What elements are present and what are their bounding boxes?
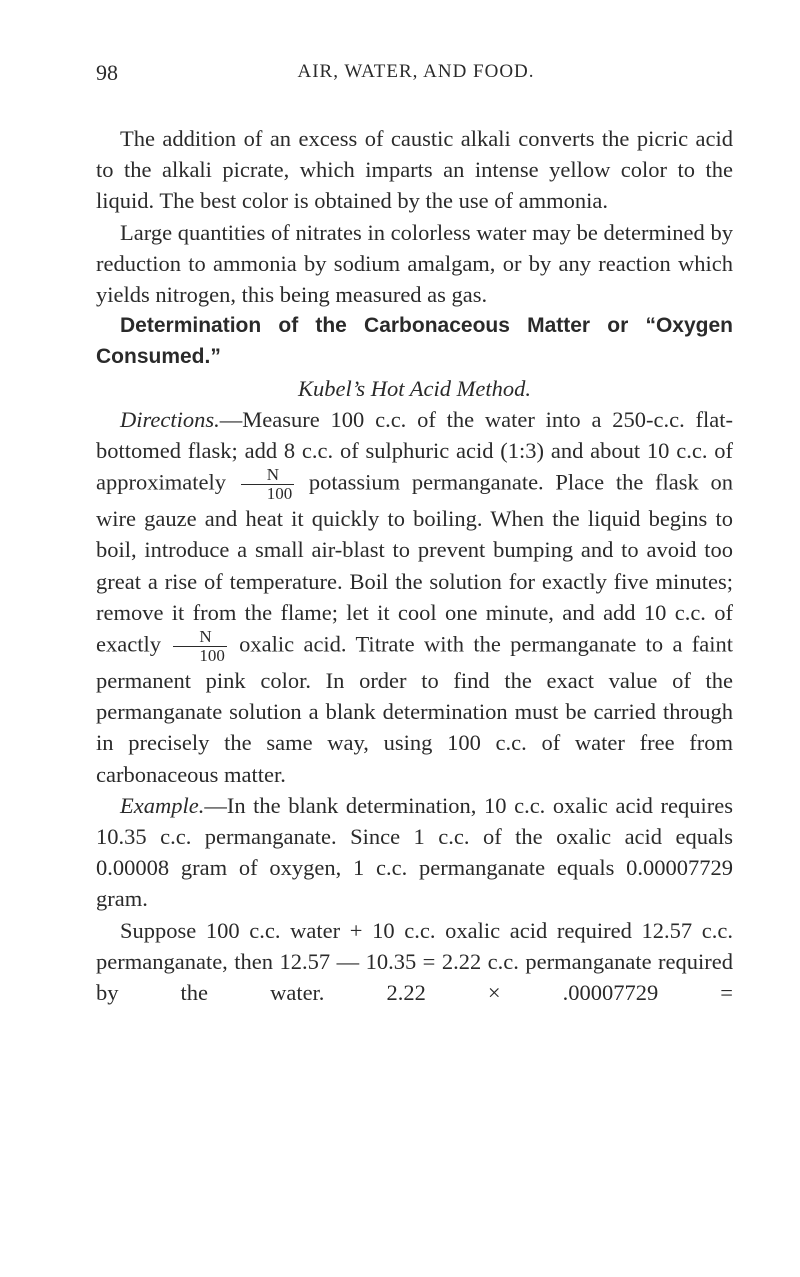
fraction-denominator: 100 [173, 646, 227, 665]
fraction-denominator: 100 [241, 484, 295, 503]
fraction-n-over-100-second [173, 628, 227, 665]
example-label: Example. [120, 792, 205, 818]
paragraph-picric-acid: The addition of an excess of caustic alkali converts the picric acid to the alkali picrate, which imparts an intense yellow color to the liquid. The best color is obtained by the use of ammonia. [96, 126, 733, 214]
paragraph-directions [96, 404, 733, 790]
example-text: —In the blank determination, 10 c.c. oxalic acid requires 10.35 c.c. permanganate. Since 1 c.c. of the oxalic acid equals 0.00008 gram of oxygen, 1 c.c. permanganate equals 0.00007729 gram. [96, 792, 733, 912]
directions-text-b: potassium permanganate. Place the flask on wire gauze and heat it quickly to boiling. When the liquid begins to boil, introduce a small air-blast to prevent bumping and to avoid too great a rise of temperature. Boil the solution for exactly five minutes; remove it from the flame; let it cool one minute, and add 10 c.c. of exactly [96, 469, 733, 657]
fraction-n-over-100 [241, 466, 295, 503]
paragraph-calculation: Suppose 100 c.c. water + 10 c.c. oxalic acid required 12.57 c.c. permanganate, then 12.57 — 10.35 = 2.22 c.c. permanganate required by the water. 2.22 × .00007729 = [96, 917, 733, 1006]
fraction-numerator: N [266, 465, 279, 485]
page-body [96, 123, 733, 1008]
directions-text-a: —Measure 100 c.c. of the water into a 250-c.c. flat-bottomed flask; add 8 c.c. of sulphuric acid (1:3) and about 10 c.c. of approximately [96, 406, 733, 495]
directions-label: Directions. [120, 406, 220, 432]
fraction-numerator: N [199, 627, 212, 647]
page-number: 98 [96, 60, 118, 85]
paragraph-nitrates: Large quantities of nitrates in colorless water may be determined by reduction to ammonia by sodium amalgam, or by any reaction which yields nitrogen, this being measured as gas. [96, 219, 733, 308]
paragraph-example [96, 790, 733, 915]
directions-text-c: oxalic acid. Titrate with the permanganate to a faint permanent pink color. In order to find the exact value of the permanganate solution a blank determination must be carried through in precisely the same way, using 100 c.c. of water free from carbonaceous matter. [96, 631, 734, 787]
method-title: Kubel’s Hot Acid Method. [298, 375, 531, 401]
page-header [96, 60, 736, 90]
running-title: AIR, WATER, AND FOOD. [297, 61, 535, 82]
section-heading: Determination of the Carbonaceous Matter or “Oxygen Consumed.” [96, 314, 733, 369]
